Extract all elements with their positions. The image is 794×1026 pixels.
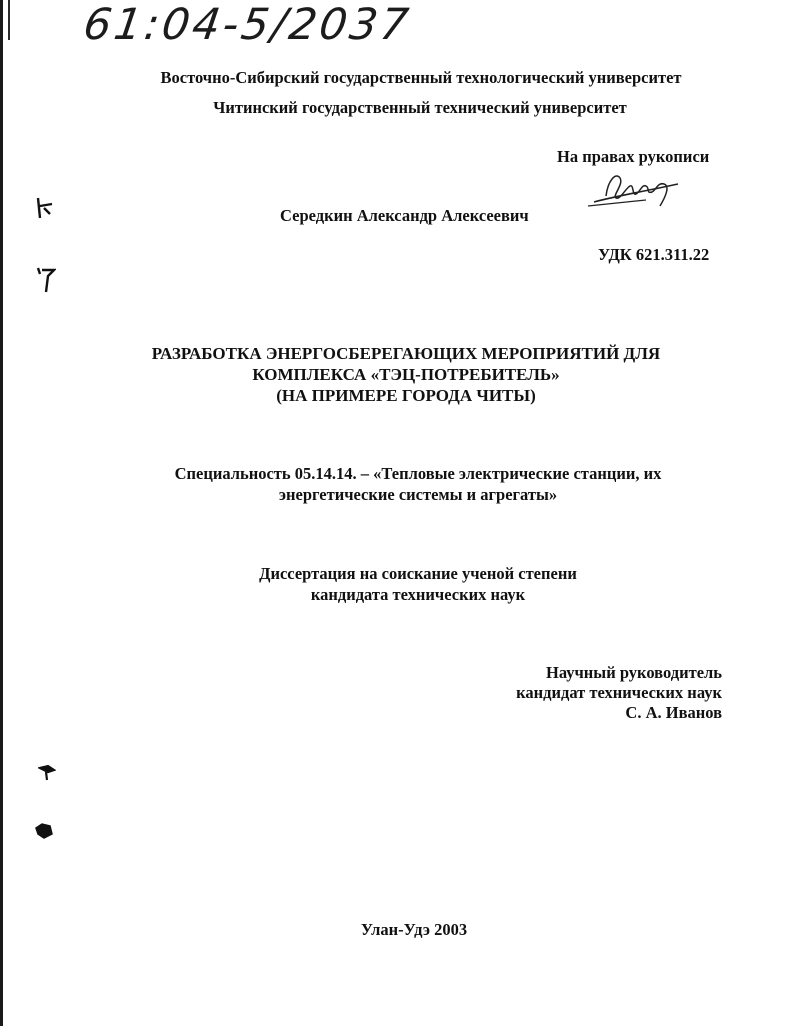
title-line: (НА ПРИМЕРЕ ГОРОДА ЧИТЫ) [276,386,536,405]
degree-line: кандидата технических наук [310,585,526,604]
supervisor-block [500,663,722,723]
supervisor-line: С. А. Иванов [625,703,722,722]
title-line: КОМПЛЕКСА «ТЭЦ-ПОТРЕБИТЕЛЬ» [252,365,560,384]
scan-edge [0,0,3,1026]
specialty-line: энергетические системы и агрегаты» [278,485,558,504]
dissertation-title [0,343,794,406]
scan-edge-mark [8,0,10,40]
scan-artifact-icon [34,820,54,842]
archive-code-handwritten: 61:04-5/2037 [80,0,415,50]
university-2: Читинский государственный технический университет [213,98,627,117]
degree-line: Диссертация на соискание ученой степени [259,564,577,583]
author-name: Середкин Александр Алексеевич [280,206,529,225]
rights-note: На правах рукописи [557,147,710,166]
supervisor-line: Научный руководитель [546,663,722,682]
university-1: Восточно-Сибирский государственный технологический университет [160,68,682,87]
signature-icon [586,166,686,212]
supervisor-line: кандидат технических наук [516,683,722,702]
scan-artifact-icon [34,264,56,294]
title-line: РАЗРАБОТКА ЭНЕРГОСБЕРЕГАЮЩИХ МЕРОПРИЯТИЙ ДЛЯ [151,344,661,363]
udk-code: УДК 621.311.22 [598,245,710,264]
scan-artifact-icon [34,196,56,222]
specialty-line: Специальность 05.14.14. – «Тепловые электрические станции, их [174,464,662,483]
city-year: Улан-Удэ 2003 [360,920,468,939]
specialty [0,463,794,505]
degree-statement [0,563,794,605]
scan-artifact-icon [38,760,56,782]
